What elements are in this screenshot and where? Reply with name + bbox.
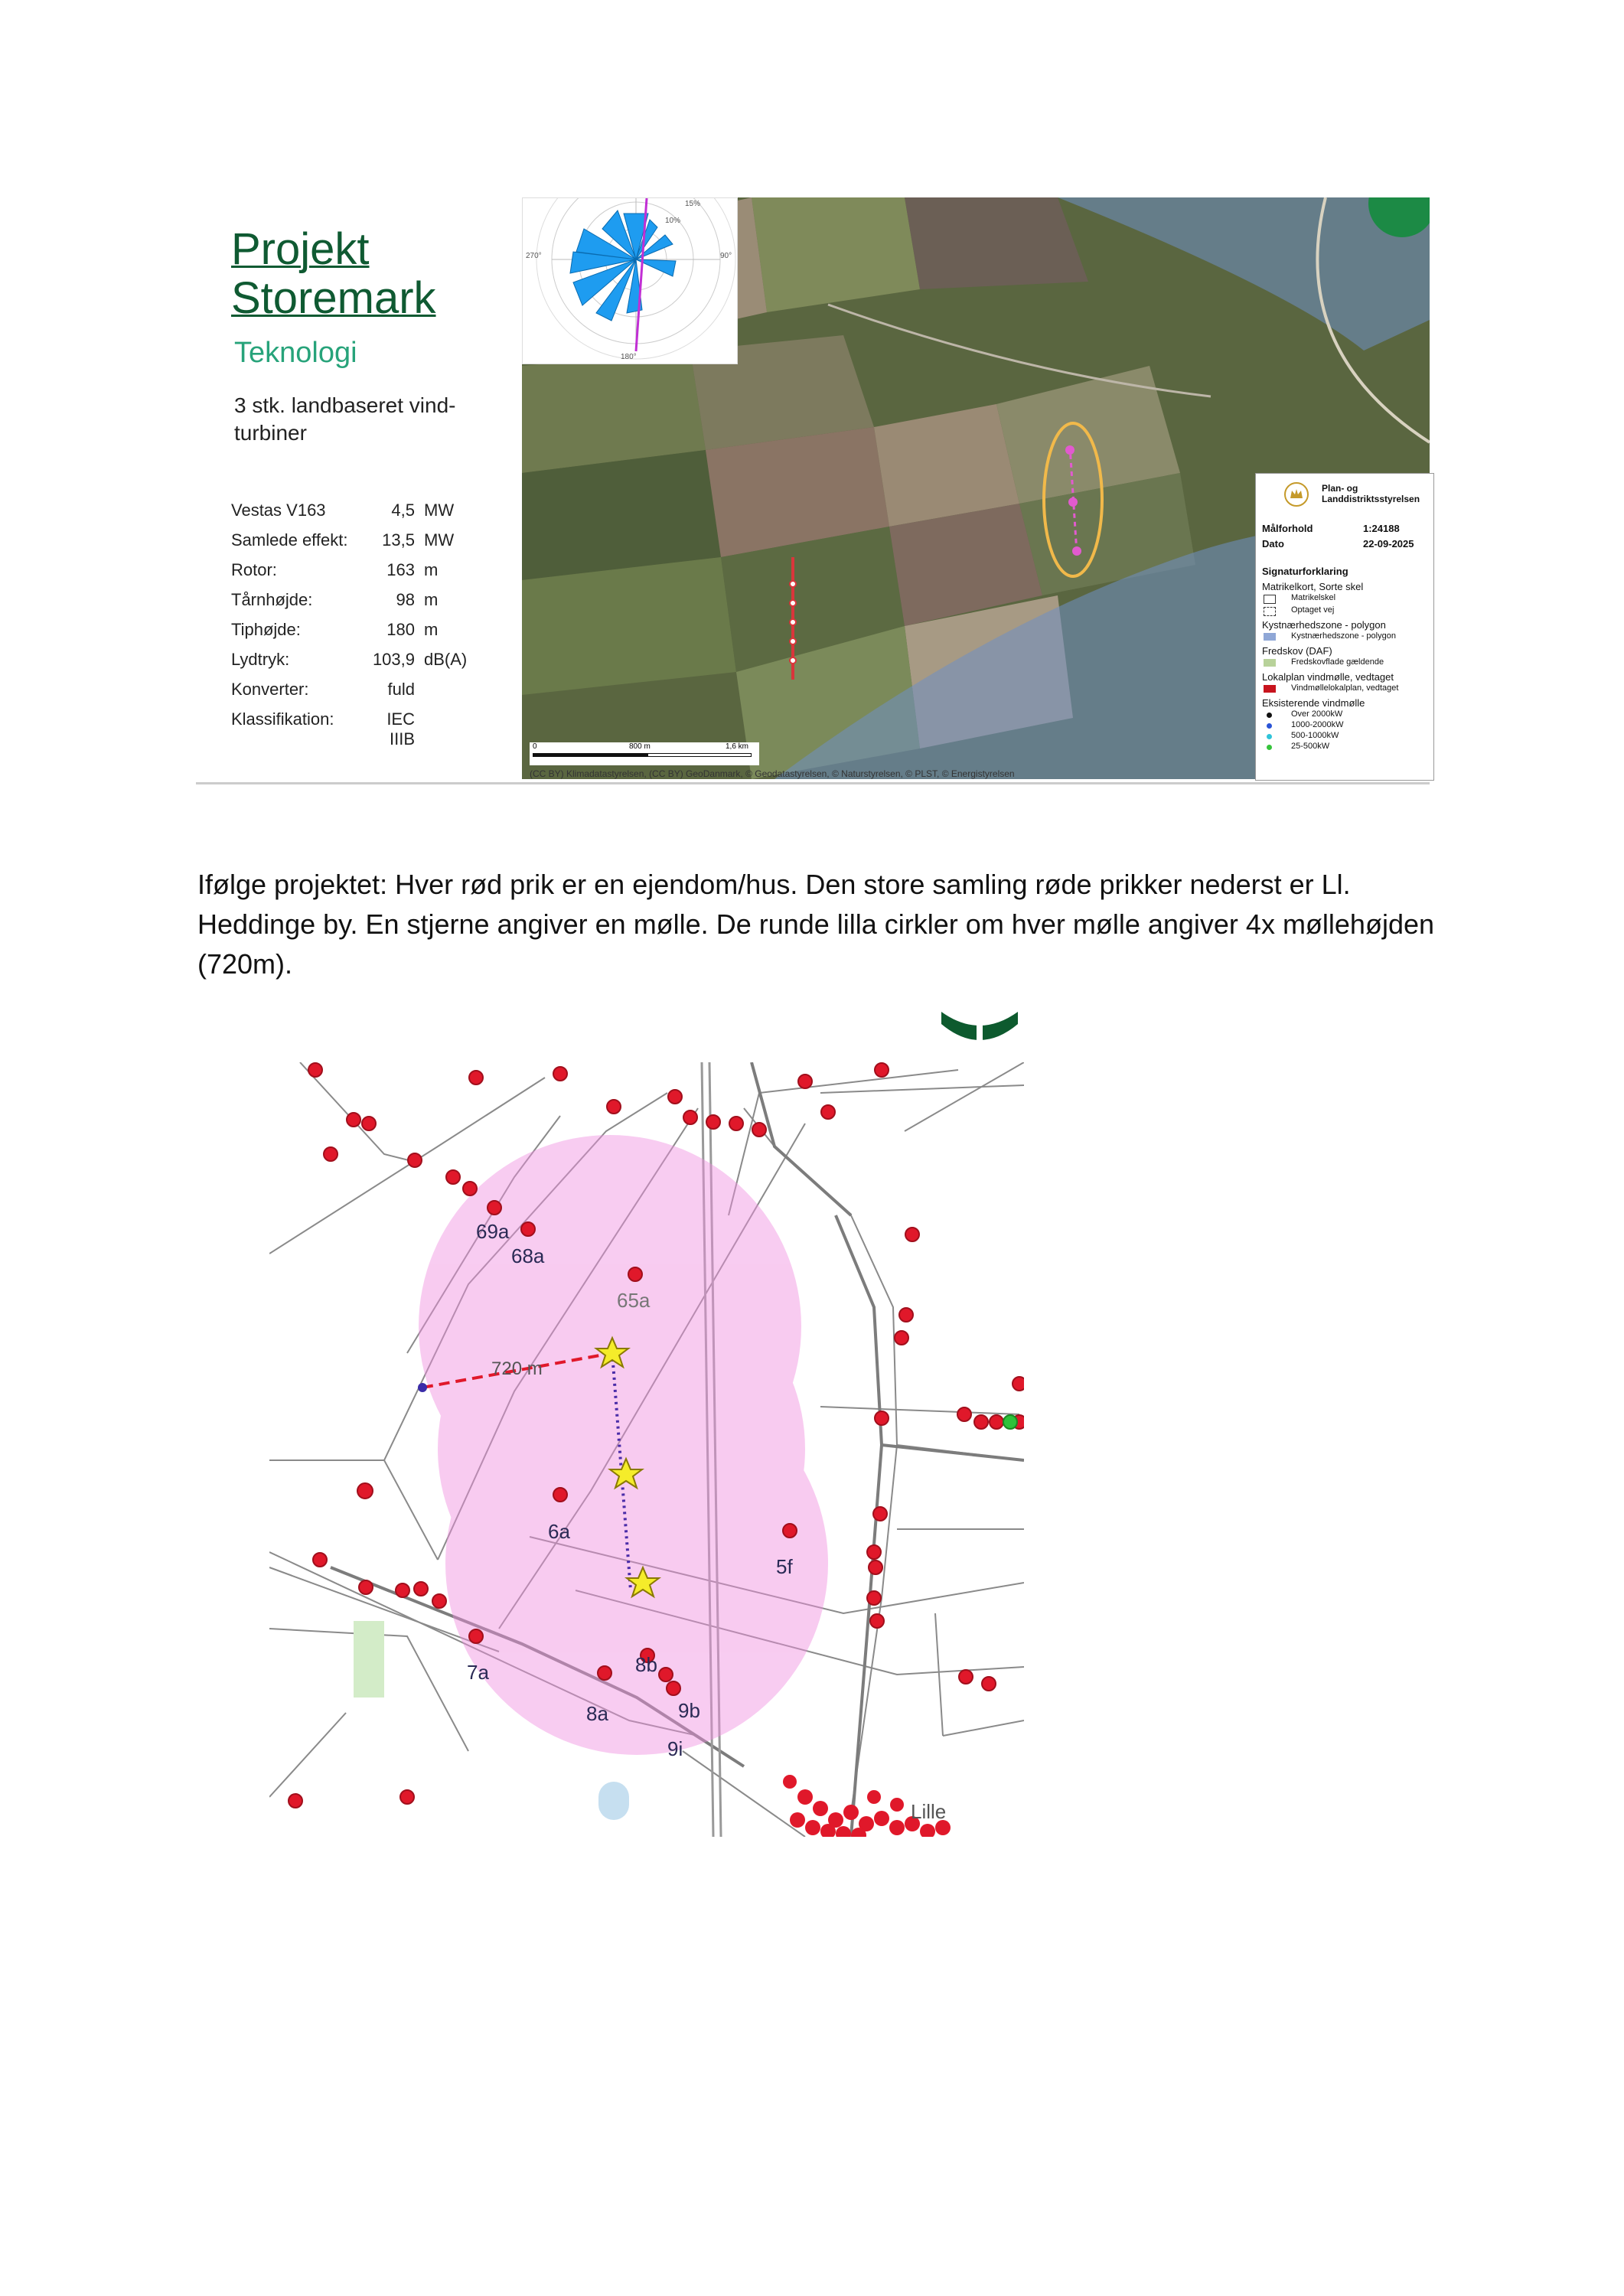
parcel-label-6a: 6a (548, 1520, 570, 1543)
project-slide (196, 197, 1430, 784)
legend-localplan: Lokalplan vindmølle, vedtaget (1262, 671, 1394, 683)
legend-localplan-a: Vindmøllelokalplan, vedtaget (1291, 683, 1399, 693)
legend-cadastre-b: Optaget vej (1291, 605, 1335, 615)
green-area (354, 1621, 384, 1698)
spec-label: Tiphøjde: (231, 620, 301, 639)
scale-zero: 0 (533, 742, 537, 751)
parcel-label-7a: 7a (467, 1661, 489, 1684)
project-info-card (196, 197, 522, 782)
agency-name: Plan- og Landdistriktsstyrelsen (1322, 483, 1420, 504)
spec-row (231, 680, 507, 709)
existing-500-1000-swatch (1267, 734, 1272, 739)
spec-unit: MW (424, 501, 455, 520)
spec-label: Tårnhøjde: (231, 590, 313, 609)
parcel-label-68a: 68a (511, 1244, 545, 1267)
planned-turbine-1 (1065, 445, 1075, 455)
spec-value: 13,5 (382, 530, 415, 550)
planned-turbine-2 (1068, 497, 1078, 507)
scale-mid: 800 m (629, 742, 651, 751)
section-title: Teknologi (234, 337, 357, 369)
existing-turbine-marker (1003, 1415, 1017, 1429)
localplan-swatch (1264, 685, 1276, 693)
spec-value: 98 (396, 590, 415, 609)
spec-value: fuld (387, 680, 415, 699)
distance-label: 720 m (491, 1358, 543, 1379)
legend-heading: Signaturforklaring (1262, 566, 1348, 577)
project-title (231, 225, 436, 323)
town-label: Lille (911, 1800, 947, 1823)
measure-endpoint (418, 1383, 427, 1392)
legend-existing-2: 1000-2000kW (1291, 720, 1344, 729)
spec-row (231, 650, 507, 680)
existing-25-500-swatch (1267, 745, 1272, 750)
spec-label: Konverter: (231, 680, 309, 699)
spec-unit: dB(A) (424, 650, 468, 669)
legend-cadastre: Matrikelkort, Sorte skel (1262, 581, 1364, 592)
parcel-label-9b: 9b (678, 1699, 700, 1722)
spec-row (231, 590, 507, 620)
scale-bar (530, 742, 759, 765)
legend-existing-3: 500-1000kW (1291, 731, 1339, 740)
legend-forest: Fredskov (DAF) (1262, 645, 1332, 657)
scale-end: 1,6 km (726, 742, 749, 751)
parcel-label-8b: 8b (635, 1653, 657, 1676)
parcel-label-9i: 9i (667, 1737, 683, 1760)
wind-rose-east-label: 90° (720, 252, 732, 260)
scale-label: Målforhold (1262, 523, 1313, 534)
legend-cadastre-a: Matrikelskel (1291, 593, 1336, 602)
spec-row (231, 620, 507, 650)
wind-rose-south-label: 180° (621, 353, 637, 361)
wind-rose-north-label: 15% (685, 200, 701, 208)
spec-unit: m (424, 620, 439, 639)
scale-segment-2 (647, 753, 752, 757)
spec-label: Vestas V163 (231, 501, 326, 520)
caption-paragraph: Ifølge projektet: Hver rød prik er en ejendom/hus. Den store samling røde prikker nederst er Ll. Heddinge by. En stjerne angiver en mølle. De runde lilla cirkler om hver mølle angiver 4x møllehøjden (720m). (197, 869, 1435, 980)
spec-unit: m (424, 590, 439, 609)
legend-coastal: Kystnærhedszone - polygon (1262, 619, 1386, 631)
legend-coastal-a: Kystnærhedszone - polygon (1291, 631, 1396, 641)
existing-over2000-swatch (1267, 713, 1272, 718)
planned-turbine-3 (1072, 546, 1081, 556)
coastal-swatch (1264, 633, 1276, 641)
date-value: 22-09-2025 (1363, 538, 1414, 550)
wind-rose (522, 197, 738, 364)
wind-rose-west-label: 270° (526, 252, 542, 260)
spec-table (231, 501, 507, 748)
parcel-label-65a: 65a (617, 1289, 651, 1312)
spec-value: 103,9 (372, 650, 415, 669)
legend-existing-4: 25-500kW (1291, 742, 1330, 751)
project-title-line2: Storemark (231, 273, 436, 323)
property-map (269, 1062, 1024, 1837)
project-title-line1: Projekt (231, 224, 370, 274)
crown-seal-icon (1283, 481, 1309, 507)
spec-value: 4,5 (391, 501, 415, 520)
legend-existing-1: Over 2000kW (1291, 709, 1343, 719)
map-copyright: (CC BY) Klimadatastyrelsen, (CC BY) GeoDanmark, © Geodatastyrelsen, © Naturstyrelsen, © PLST, © Energistyrelsen (530, 768, 1015, 779)
spec-label: Lydtryk: (231, 650, 290, 669)
spec-row (231, 530, 507, 560)
spec-row (231, 560, 507, 590)
road-swatch (1264, 607, 1276, 616)
parcel-label-8a: 8a (586, 1702, 608, 1725)
pond (598, 1782, 629, 1820)
scale-segment-1 (533, 753, 647, 757)
scale-value: 1:24188 (1363, 523, 1400, 534)
cadastre-swatch (1264, 595, 1276, 604)
spec-row (231, 501, 507, 530)
wind-rose-mid-label: 10% (665, 217, 681, 225)
wind-rose-petals (570, 210, 676, 321)
spec-value: 163 (386, 560, 415, 579)
legend-existing: Eksisterende vindmølle (1262, 697, 1365, 709)
spec-unit: MW (424, 530, 455, 550)
spec-value: 180 (386, 620, 415, 639)
spec-value: IEC IIIB (386, 709, 415, 748)
spec-label: Samlede effekt: (231, 530, 348, 550)
map-legend (1255, 473, 1434, 781)
legend-forest-a: Fredskovflade gældende (1291, 657, 1384, 667)
parcel-label-5f: 5f (776, 1555, 793, 1578)
forest-swatch (1264, 659, 1276, 667)
spec-unit: m (424, 560, 439, 579)
logo-fragment (938, 1009, 1021, 1053)
spec-row (231, 709, 507, 748)
parcel-label-69a: 69a (476, 1220, 510, 1243)
existing-1000-2000-swatch (1267, 723, 1272, 729)
spec-label: Klassifikation: (231, 709, 334, 729)
turbine-description: 3 stk. landbaseret vind-turbiner (234, 393, 456, 445)
date-label: Dato (1262, 538, 1284, 550)
spec-label: Rotor: (231, 560, 277, 579)
